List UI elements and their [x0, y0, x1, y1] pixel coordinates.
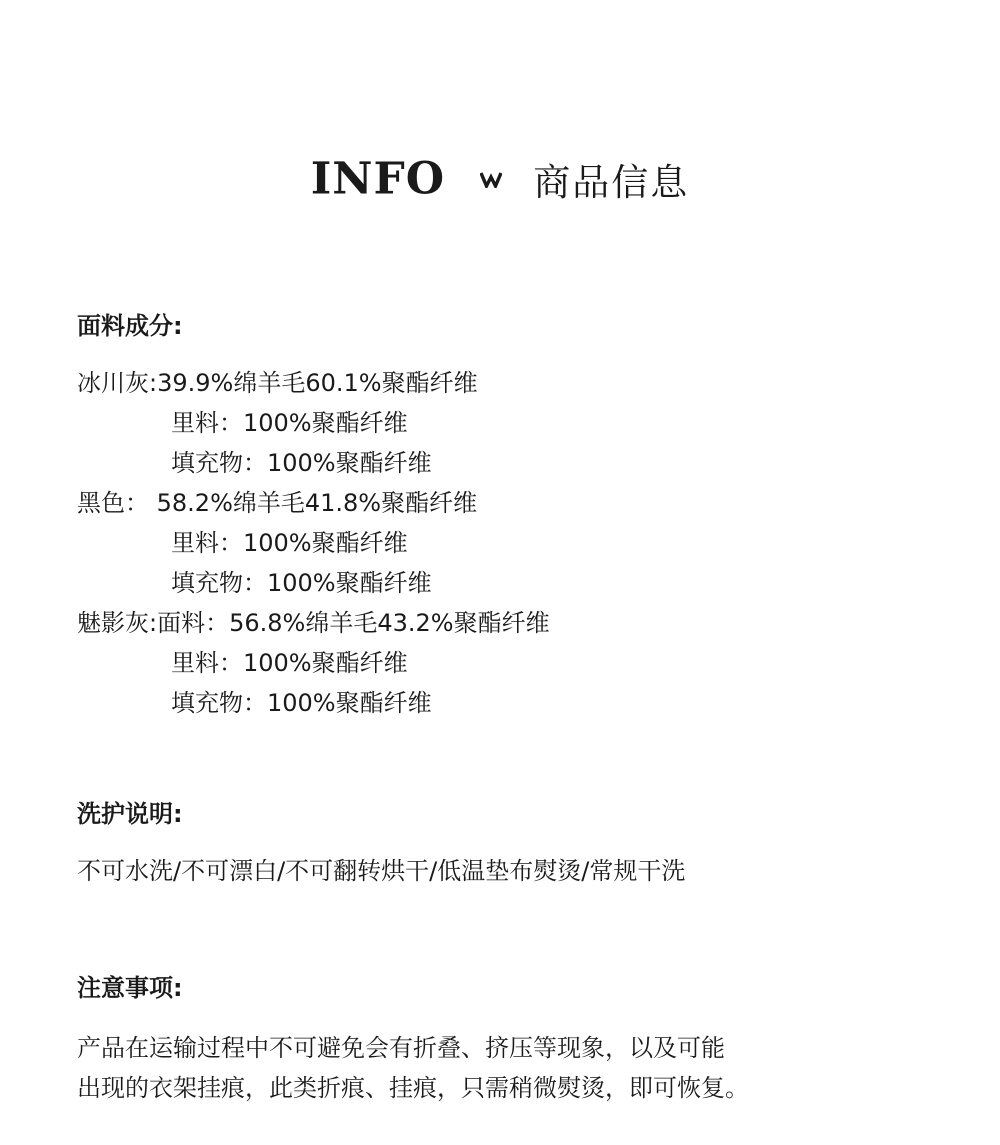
fabric-line-filling: 填充物：100%聚酯纤维: [171, 449, 432, 477]
fabric-line-black: 黑色： 58.2%绵羊毛41.8%聚酯纤维: [77, 489, 478, 517]
care-instructions-text: 不可水洗/不可漂白/不可翻转烘干/低温垫布熨烫/常规干洗: [77, 857, 686, 885]
fabric-line-lining: 里料：100%聚酯纤维: [171, 529, 408, 557]
fabric-line-lining: 里料：100%聚酯纤维: [171, 649, 408, 677]
fabric-section-title: 面料成分:: [77, 312, 183, 340]
notes-paragraph: [77, 1028, 749, 1108]
care-section-title: 洗护说明:: [77, 800, 183, 828]
header-title-cn: 商品信息: [533, 161, 690, 204]
header-title-en: INFO: [310, 153, 446, 205]
w-logo-icon: [480, 170, 502, 188]
notes-line: 出现的衣架挂痕，此类折痕、挂痕，只需稍微熨烫，即可恢复。: [77, 1074, 749, 1102]
fabric-line-glacier-gray: 冰川灰:39.9%绵羊毛60.1%聚酯纤维: [77, 369, 478, 397]
fabric-line-lining: 里料：100%聚酯纤维: [171, 409, 408, 437]
fabric-line-phantom-gray: 魅影灰:面料：56.8%绵羊毛43.2%聚酯纤维: [77, 609, 550, 637]
page-header: [0, 152, 1000, 206]
fabric-line-filling: 填充物：100%聚酯纤维: [171, 569, 432, 597]
notes-line: 产品在运输过程中不可避免会有折叠、挤压等现象，以及可能: [77, 1034, 725, 1062]
notes-section-title: 注意事项:: [77, 974, 183, 1002]
fabric-line-filling: 填充物：100%聚酯纤维: [171, 689, 432, 717]
